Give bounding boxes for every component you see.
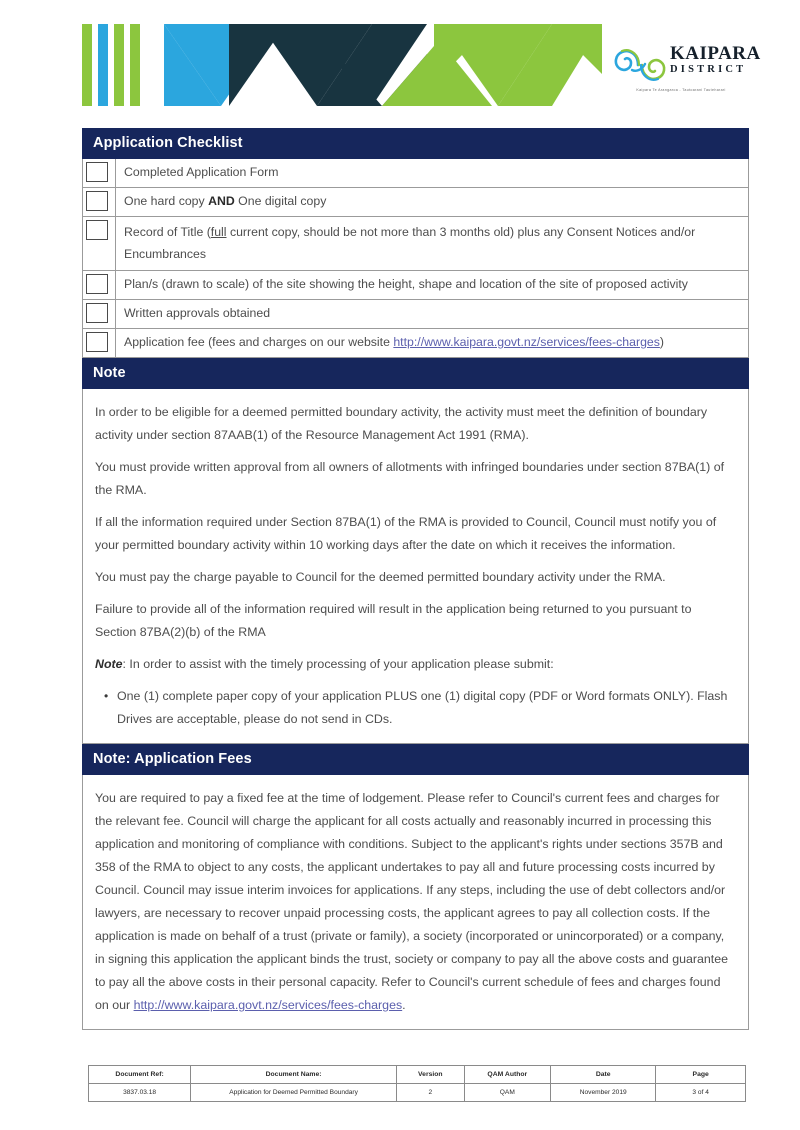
footer-value-version: 2 — [397, 1084, 465, 1102]
koru-spiral-icon — [612, 46, 668, 84]
footer-header-document-ref: Document Ref: — [89, 1066, 191, 1084]
table-row — [83, 300, 749, 329]
note-paragraph: In order to be eligible for a deemed permitted boundary activity, the activity must meet the definition of boundary activity under section 87AAB(1) of the Resource Management Act 1991 (RMA). — [95, 405, 708, 442]
table-row — [83, 329, 749, 358]
checklist-item-label — [116, 329, 749, 358]
checkbox-record-of-title[interactable] — [86, 220, 108, 240]
list-item: • One (1) complete paper copy of your application PLUS one (1) digital copy (PDF or Word formats ONLY). Flash Drives are acceptable, please do not send in CDs. — [117, 685, 734, 731]
checkbox-cell[interactable] — [83, 329, 116, 358]
note-emphasis-label: Note — [95, 657, 123, 671]
checkbox-written-approvals[interactable] — [86, 303, 108, 323]
footer-header-page: Page — [656, 1066, 746, 1084]
checklist-item-label: Completed Application Form — [116, 159, 749, 188]
checklist-item-label: Written approvals obtained — [116, 300, 749, 329]
fees-body-prefix: You are required to pay a fixed fee at the time of lodgement. Please refer to Council's current fees and charges for the relevant fee. Council will charge the applicant for all costs actually and reasonably incurred in processing this application and monitoring of compliance with conditions. Subject to the applicant's rights under sections 357B and 358 of the RMA to object to any costs, the applicant undertakes to pay all and future processing costs incurred by Council. Council may issue interim invoices for applications. If any steps, including the use of debt collectors and/or lawyers, are necessary to recover unpaid processing costs, the applicant agrees to pay all collection costs. If the application is made on behalf of a trust (private or family), a society (incorporated or unincorporated) or a company, in signing this application the applicant binds the trust, society or company to pay all the above costs and guarantee to pay all the above costs in their personal capacity. Refer to Council's current schedule of fees and charges found on our — [95, 791, 728, 1012]
footer-data-row — [89, 1084, 746, 1102]
checkbox-cell[interactable] — [83, 271, 116, 300]
note-paragraph: If all the information required under Section 87BA(1) of the RMA is provided to Council, Council must notify you of your permitted boundary activity within 10 working days after the date on which it receives the information. — [95, 515, 717, 552]
page-header — [0, 0, 800, 122]
document-body — [82, 128, 749, 1030]
logo-name-district: DISTRICT — [670, 64, 747, 75]
copy-part-1: One hard copy — [124, 194, 209, 208]
section-header-note: Note — [82, 358, 749, 389]
note-paragraph: Failure to provide all of the information required will result in the application being returned to you pursuant to Section 87BA(2)(b) of the RMA — [95, 602, 692, 639]
record-title-suffix: current copy, should be not more than 3 months old) plus any Consent Notices and/or Encumbrances — [124, 225, 696, 261]
checkbox-one-hard-copy-and-digital[interactable] — [86, 191, 108, 211]
footer-header-date: Date — [551, 1066, 656, 1084]
kaipara-chevron-banner-graphic — [82, 24, 602, 106]
record-title-underlined: full — [210, 225, 227, 239]
fees-charges-link[interactable]: http://www.kaipara.govt.nz/services/fees-charges — [393, 335, 660, 349]
table-row — [83, 159, 749, 188]
note-lead-text: : In order to assist with the timely processing of your application please submit: — [122, 657, 554, 671]
footer-header-qam-author: QAM Author — [464, 1066, 550, 1084]
checkbox-plans-drawn-to-scale[interactable] — [86, 274, 108, 294]
footer-value-document-name: Application for Deemed Permitted Boundary — [191, 1084, 397, 1102]
footer-header-row — [89, 1066, 746, 1084]
record-title-prefix: Record of Title ( — [124, 225, 211, 239]
checkbox-cell[interactable] — [83, 188, 116, 217]
fee-suffix: ) — [659, 335, 665, 349]
checkbox-cell[interactable] — [83, 300, 116, 329]
footer-value-date: November 2019 — [551, 1084, 656, 1102]
checkbox-application-fee[interactable] — [86, 332, 108, 352]
footer-metadata-table — [88, 1065, 746, 1102]
copy-part-and: AND — [208, 194, 235, 208]
document-footer — [88, 1065, 746, 1102]
logo-tagline: Kaipara Te Arangaroa - Tautoarani Tauteharari — [636, 88, 726, 92]
table-row — [83, 271, 749, 300]
fee-prefix: Application fee (fees and charges on our website — [124, 335, 394, 349]
note-paragraph: You must provide written approval from all owners of allotments with infringed boundaries under section 87BA(1) of the RMA. — [95, 460, 725, 497]
footer-value-document-ref: 3837.03.18 — [89, 1084, 191, 1102]
note-content-box — [82, 389, 749, 744]
table-row — [83, 217, 749, 271]
logo-wordmark — [670, 43, 761, 76]
fees-charges-link[interactable]: http://www.kaipara.govt.nz/services/fees-charges — [133, 998, 403, 1012]
footer-header-document-name: Document Name: — [191, 1066, 397, 1084]
copy-part-2: One digital copy — [234, 194, 327, 208]
section-header-application-checklist: Application Checklist — [82, 128, 749, 159]
footer-value-page: 3 of 4 — [656, 1084, 746, 1102]
footer-value-qam-author: QAM — [464, 1084, 550, 1102]
table-row — [83, 188, 749, 217]
fees-paragraph — [95, 787, 734, 1017]
application-checklist-table — [82, 159, 749, 358]
checklist-item-label — [116, 217, 749, 271]
checklist-item-label: Plan/s (drawn to scale) of the site showing the height, shape and location of the site of proposed activity — [116, 271, 749, 300]
logo-name-kaipara: KAIPARA — [670, 43, 761, 64]
footer-header-version: Version — [397, 1066, 465, 1084]
note-paragraph: You must pay the charge payable to Council for the deemed permitted boundary activity under the RMA. — [95, 570, 666, 584]
fees-body-suffix: . — [402, 998, 406, 1012]
note-submit-lead — [95, 653, 734, 676]
checklist-item-label — [116, 188, 749, 217]
checkbox-cell[interactable] — [83, 217, 116, 271]
note-bullet-list — [95, 685, 734, 731]
kaipara-district-logo — [612, 43, 761, 100]
checkbox-cell[interactable] — [83, 159, 116, 188]
fees-content-box — [82, 775, 749, 1030]
checkbox-completed-application-form[interactable] — [86, 162, 108, 182]
section-header-application-fees: Note: Application Fees — [82, 744, 749, 775]
